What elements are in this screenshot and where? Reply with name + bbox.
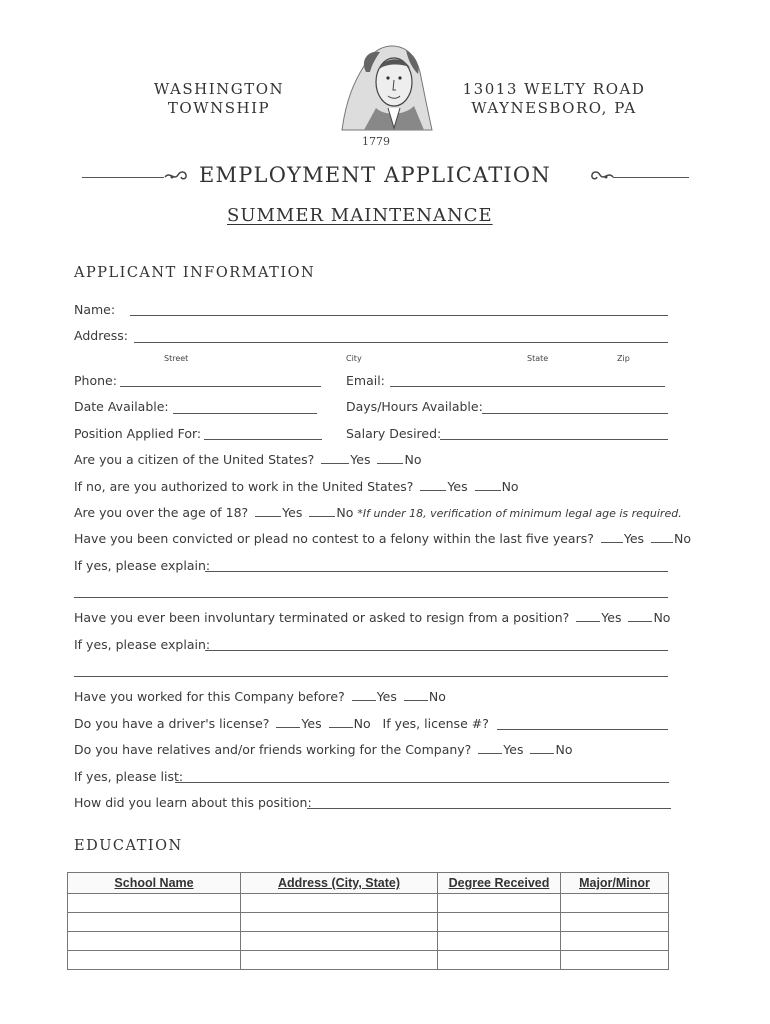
col-degree: Degree Received <box>438 873 561 894</box>
relatives-no-blank[interactable] <box>530 742 554 754</box>
address-cell[interactable] <box>241 951 438 970</box>
authorized-no-label: No <box>501 479 519 494</box>
address-line1: 13013 WELTY ROAD <box>462 80 646 98</box>
license-question-text: Do you have a driver's license? <box>74 716 270 731</box>
name-label: Name: <box>74 302 116 317</box>
org-name <box>148 80 290 118</box>
title-rule-left <box>82 177 164 178</box>
email-field[interactable] <box>390 386 665 387</box>
worked-yes-blank[interactable] <box>352 689 376 701</box>
section-heading-applicant: APPLICANT INFORMATION <box>74 265 316 281</box>
terminated-explain-field-2[interactable] <box>74 676 668 677</box>
citizen-question <box>74 452 421 467</box>
terminated-explain-field[interactable] <box>205 650 668 651</box>
address-line2: WAYNESBORO, PA <box>471 99 637 117</box>
page-subtitle: SUMMER MAINTENANCE <box>227 205 493 226</box>
col-major-minor: Major/Minor <box>561 873 669 894</box>
terminated-yes-blank[interactable] <box>576 610 600 622</box>
table-row <box>68 894 669 913</box>
relatives-question-text: Do you have relatives and/or friends working for the Company? <box>74 742 472 757</box>
school-name-cell[interactable] <box>68 894 241 913</box>
license-no-label: No <box>353 716 371 731</box>
authorized-yes-blank[interactable] <box>420 479 446 491</box>
relatives-question <box>74 742 572 757</box>
authorized-no-blank[interactable] <box>475 479 501 491</box>
school-name-cell[interactable] <box>68 951 241 970</box>
worked-no-label: No <box>428 689 446 704</box>
age-note: *If under 18, verification of minimum legal age is required. <box>357 507 682 520</box>
founding-year: 1779 <box>362 135 390 148</box>
convicted-no-blank[interactable] <box>651 531 673 543</box>
authorized-question <box>74 479 519 494</box>
degree-cell[interactable] <box>438 894 561 913</box>
city-caption: City <box>346 354 362 363</box>
age-question-text: Are you over the age of 18? <box>74 505 249 520</box>
relatives-yes-blank[interactable] <box>478 742 502 754</box>
col-address: Address (City, State) <box>241 873 438 894</box>
license-no-blank[interactable] <box>329 716 353 728</box>
address-cell[interactable] <box>241 894 438 913</box>
position-field[interactable] <box>204 439 322 440</box>
convicted-explain-field-2[interactable] <box>74 597 668 598</box>
relatives-no-label: No <box>555 742 573 757</box>
address-label: Address: <box>74 328 128 343</box>
table-row <box>68 932 669 951</box>
learn-about-field[interactable] <box>307 808 671 809</box>
relatives-list-field[interactable] <box>175 782 669 783</box>
authorized-question-text: If no, are you authorized to work in the United States? <box>74 479 414 494</box>
age-yes-blank[interactable] <box>255 505 281 517</box>
authorized-yes-label: Yes <box>447 479 468 494</box>
license-number-field[interactable] <box>497 729 668 730</box>
days-hours-field[interactable] <box>482 413 668 414</box>
relatives-yes-label: Yes <box>503 742 524 757</box>
worked-before-question-text: Have you worked for this Company before? <box>74 689 345 704</box>
convicted-question <box>74 531 691 546</box>
license-number-label: If yes, license #? <box>382 716 489 731</box>
major-cell[interactable] <box>561 951 669 970</box>
org-name-line2: TOWNSHIP <box>167 99 271 117</box>
terminated-no-blank[interactable] <box>628 610 652 622</box>
school-name-cell[interactable] <box>68 913 241 932</box>
degree-cell[interactable] <box>438 913 561 932</box>
days-hours-label: Days/Hours Available: <box>346 399 483 414</box>
major-cell[interactable] <box>561 932 669 951</box>
portrait-logo <box>336 42 436 132</box>
address-field[interactable] <box>134 342 668 343</box>
flourish-left-icon <box>164 168 190 188</box>
citizen-no-label: No <box>404 452 422 467</box>
terminated-explain-label: If yes, please explain: <box>74 637 211 652</box>
citizen-no-blank[interactable] <box>377 452 403 464</box>
street-caption: Street <box>164 354 189 363</box>
worked-no-blank[interactable] <box>404 689 428 701</box>
page-title: EMPLOYMENT APPLICATION <box>199 163 551 187</box>
phone-field[interactable] <box>120 386 321 387</box>
section-heading-education: EDUCATION <box>74 838 183 854</box>
address-cell[interactable] <box>241 913 438 932</box>
state-caption: State <box>527 354 549 363</box>
name-field[interactable] <box>130 315 668 316</box>
convicted-yes-label: Yes <box>623 531 645 546</box>
org-address <box>455 80 653 118</box>
education-table <box>67 872 669 970</box>
age-question <box>74 505 682 520</box>
license-yes-blank[interactable] <box>276 716 300 728</box>
title-rule-right <box>613 177 689 178</box>
terminated-no-label: No <box>653 610 671 625</box>
major-cell[interactable] <box>561 913 669 932</box>
date-available-field[interactable] <box>173 413 317 414</box>
license-yes-label: Yes <box>301 716 322 731</box>
convicted-explain-label: If yes, please explain: <box>74 558 211 573</box>
col-school-name: School Name <box>68 873 241 894</box>
salary-label: Salary Desired: <box>346 426 442 441</box>
convicted-question-text: Have you been convicted or plead no contest to a felony within the last five years? <box>74 531 594 546</box>
phone-label: Phone: <box>74 373 117 388</box>
license-question <box>74 716 489 731</box>
terminated-yes-label: Yes <box>601 610 622 625</box>
school-name-cell[interactable] <box>68 932 241 951</box>
education-header-row <box>68 873 669 894</box>
position-label: Position Applied For: <box>74 426 202 441</box>
age-no-blank[interactable] <box>309 505 335 517</box>
convicted-yes-blank[interactable] <box>601 531 623 543</box>
worked-before-question <box>74 689 446 704</box>
convicted-no-label: No <box>674 531 692 546</box>
citizen-question-text: Are you a citizen of the United States? <box>74 452 315 467</box>
citizen-yes-label: Yes <box>350 452 371 467</box>
table-row <box>68 913 669 932</box>
org-name-line1: WASHINGTON <box>153 80 285 98</box>
address-cell[interactable] <box>241 932 438 951</box>
degree-cell[interactable] <box>438 932 561 951</box>
major-cell[interactable] <box>561 894 669 913</box>
learn-about-label: How did you learn about this position: <box>74 795 312 810</box>
worked-yes-label: Yes <box>376 689 397 704</box>
convicted-explain-field[interactable] <box>205 571 668 572</box>
date-available-label: Date Available: <box>74 399 169 414</box>
relatives-list-label: If yes, please list: <box>74 769 184 784</box>
age-no-label: No <box>336 505 354 520</box>
table-row <box>68 951 669 970</box>
zip-caption: Zip <box>617 354 630 363</box>
flourish-right-icon <box>588 168 614 188</box>
email-label: Email: <box>346 373 385 388</box>
terminated-question-text: Have you ever been involuntary terminated or asked to resign from a position? <box>74 610 570 625</box>
degree-cell[interactable] <box>438 951 561 970</box>
terminated-question <box>74 610 670 625</box>
age-yes-label: Yes <box>282 505 303 520</box>
citizen-yes-blank[interactable] <box>321 452 349 464</box>
salary-field[interactable] <box>440 439 668 440</box>
